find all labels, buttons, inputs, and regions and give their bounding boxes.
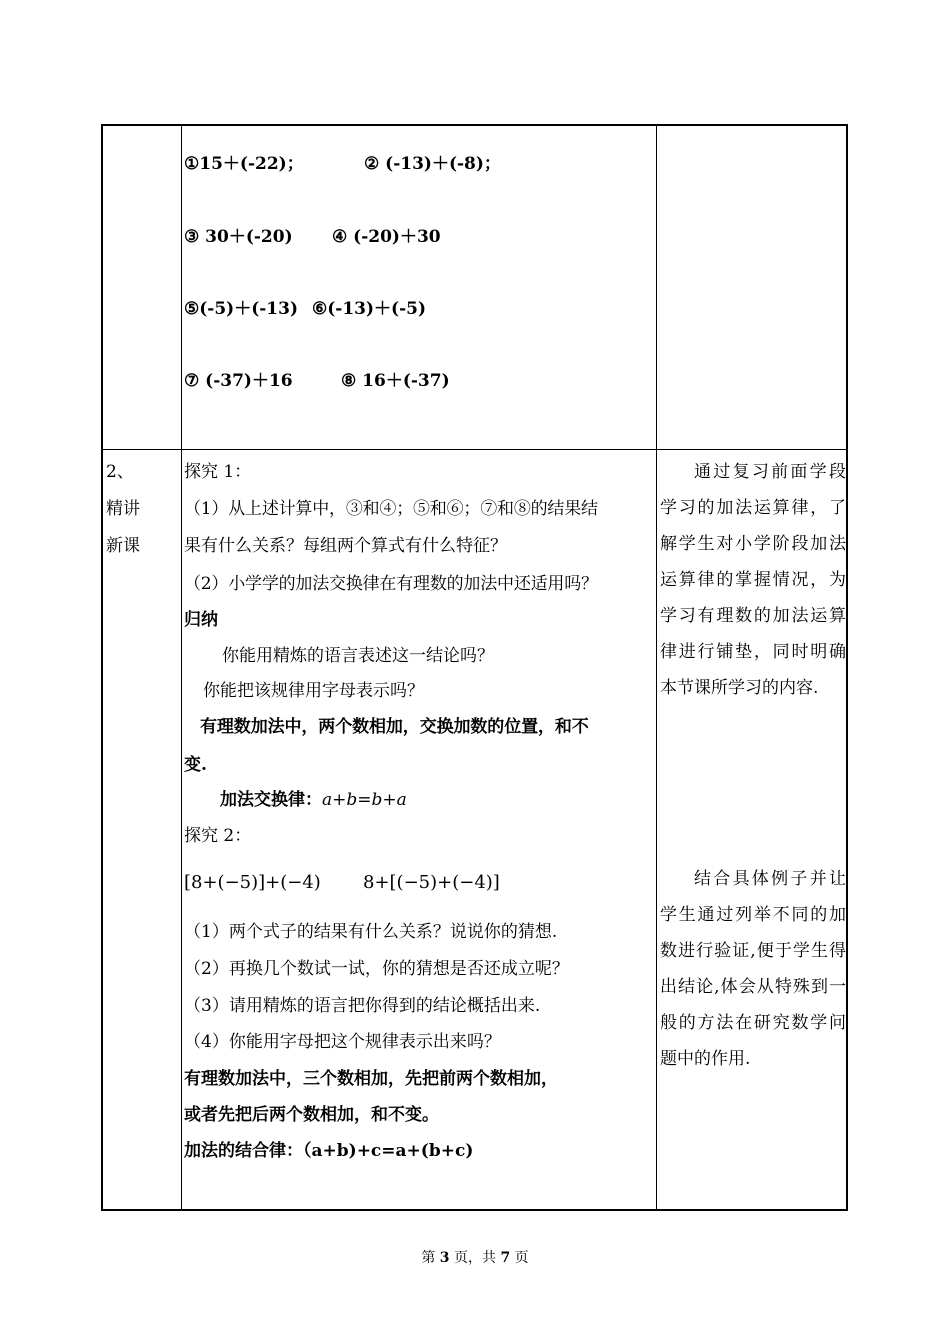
explore2-question4: （4）你能用字母把这个规律表示出来吗？ [184, 1032, 501, 1052]
explore2-expression-a: [8+(−5)]+(−4) [184, 872, 321, 893]
explore1-question2: （2）小学学的加法交换律在有理数的加法中还适用吗？ [184, 574, 598, 594]
page-footer [0, 1247, 950, 1267]
explore2-question3: （3）请用精炼的语言把你得到的结论概括出来. [184, 996, 541, 1016]
footer-prefix: 第 [421, 1250, 436, 1266]
commutative-law-formula: a+b=b+a [322, 790, 407, 810]
associative-rule-line1: 有理数加法中，三个数相加，先把前两个数相加， [184, 1069, 558, 1089]
footer-page-number: 3 [439, 1250, 450, 1266]
explore2-question2: （2）再换几个数试一试，你的猜想是否还成立呢？ [184, 959, 569, 979]
column-divider-2 [656, 124, 657, 1211]
design-note-2-text: 结合具体例子并让学生通过列举不同的加数进行验证,便于学生得出结论,体会从特殊到一般的方法在研究数学问题中的作用. [660, 869, 846, 1069]
expression-1: ①15＋(-22)； [184, 154, 304, 174]
expression-7: ⑦ (-37)＋16 [184, 371, 293, 391]
design-note-1 [660, 454, 846, 706]
explore2-expression-b: 8+[(−5)+(−4)] [363, 872, 500, 893]
commutative-law-label: 加法交换律： [220, 790, 322, 810]
expression-3: ③ 30＋(-20) [184, 227, 293, 247]
explore1-ask1: 你能用精炼的语言表述这一结论吗？ [222, 646, 494, 666]
expression-2: ② (-13)＋(-8)； [364, 154, 501, 174]
expression-8: ⑧ 16＋(-37) [341, 371, 450, 391]
explore2-heading: 探究 2： [184, 826, 252, 846]
explore1-ask2: 你能把该规律用字母表示吗？ [203, 681, 424, 701]
section-number: 2、 [106, 462, 134, 482]
expression-6: ⑥(-13)＋(-5) [312, 299, 427, 319]
explore2-question1: （1）两个式子的结果有什么关系？说说你的猜想. [184, 922, 558, 942]
explore1-question1-line1: （1）从上述计算中，③和④；⑤和⑥；⑦和⑧的结果结 [184, 499, 598, 519]
commutative-law [220, 790, 407, 810]
design-note-1-text: 通过复习前面学段学习的加法运算律，了解学生对小学阶段加法运算律的掌握情况，为学习有理数的加法运算律进行铺垫，同时明确本节课所学习的内容. [660, 462, 846, 698]
row-divider [101, 449, 848, 450]
summary-label: 归纳 [184, 610, 218, 630]
footer-middle: 页，共 [454, 1250, 496, 1266]
design-note-2 [660, 861, 846, 1077]
column-divider-1 [181, 124, 182, 1211]
footer-suffix: 页 [514, 1250, 529, 1266]
associative-rule-line2: 或者先把后两个数相加，和不变。 [184, 1105, 439, 1125]
expression-5: ⑤(-5)＋(-13) [184, 299, 299, 319]
commutative-rule-line1: 有理数加法中，两个数相加，交换加数的位置，和不 [200, 717, 589, 737]
associative-law: 加法的结合律：（a+b)+c=a+(b+c) [184, 1141, 474, 1161]
expression-4: ④ (-20)＋30 [332, 227, 441, 247]
explore1-question1-line2: 果有什么关系？每组两个算式有什么特征？ [184, 536, 507, 556]
section-title-line1: 精讲 [106, 499, 140, 519]
footer-total-pages: 7 [500, 1250, 511, 1266]
commutative-rule-line2: 变. [184, 755, 207, 775]
section-title-line2: 新课 [106, 536, 140, 556]
explore1-heading: 探究 1： [184, 462, 252, 482]
